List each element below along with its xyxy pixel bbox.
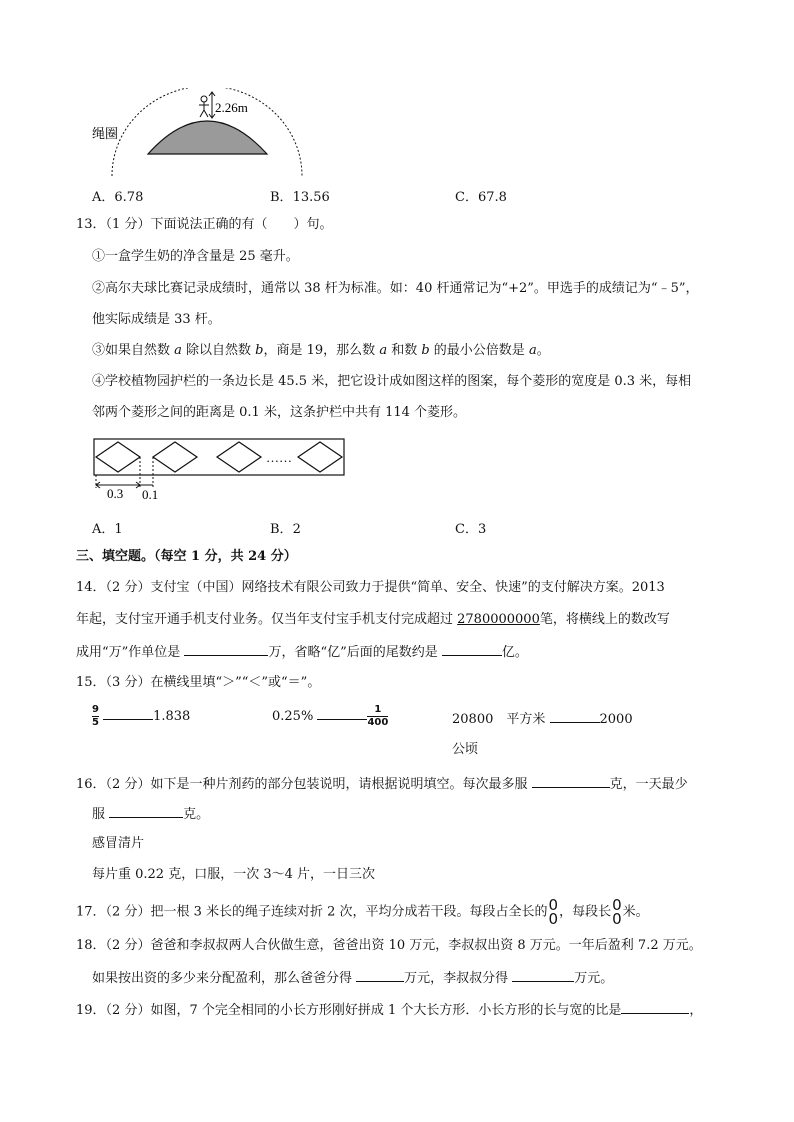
q15-item-a: $\frac{9}{5}$ 1.838 <box>92 704 191 728</box>
q15-fraction-9-5: $\frac{9}{5}$ <box>92 704 99 728</box>
q14-underlined-number: 2780000000 <box>457 612 540 627</box>
q15-item-b: 0.25% $\frac{1}{400}$ <box>272 704 389 728</box>
q16-medicine-info: 每片重 0.22 克，口服，一次 3～4 片，一日三次 <box>92 867 376 882</box>
q17-line: 17．（2 分）把一根 3 米长的绳子连续对折 2 次，平均分成若干段。每段占全长的 0 0 ，每段长 0 0 米。 <box>76 896 649 928</box>
q18-line-2: 如果按出资的多少来分配盈利，那么爸爸分得 万元，李叔叔分得 万元。 <box>92 967 613 989</box>
q17-fraction-blank-1[interactable]: 0 0 <box>548 896 559 928</box>
q13-statement-1: ①一盒学生奶的净含量是 25 毫升。 <box>92 249 299 264</box>
mound-shape <box>148 121 267 154</box>
q15-blank-a[interactable] <box>103 705 153 720</box>
q14-line-2: 年起，支付宝开通手机支付业务。仅当年支付宝手机支付完成超过 2780000000笔，将横线上的数改写 <box>76 612 670 627</box>
q16-medicine-name: 感冒清片 <box>92 836 145 851</box>
q19-blank[interactable] <box>621 999 689 1014</box>
q15-blank-b[interactable] <box>317 705 367 720</box>
q14-blank-1[interactable] <box>184 641 268 656</box>
q15-fraction-1-400: $\frac{1}{400}$ <box>367 704 389 728</box>
q13-statement-3: ③如果自然数 a 除以自然数 b，商是 19，那么数 a 和数 b 的最小公倍数是 a。 <box>92 343 550 358</box>
height-label: 2.26m <box>215 100 248 115</box>
q13-statement-4b: 邻两个菱形之间的距离是 0.1 米，这条护栏中共有 114 个菱形。 <box>92 405 467 420</box>
q16-blank-2[interactable] <box>109 803 183 818</box>
q12-figure <box>82 88 312 178</box>
q13-option-c[interactable]: C．3 <box>455 522 487 537</box>
q15-blank-c[interactable] <box>550 708 600 723</box>
q18-blank-2[interactable] <box>512 967 574 982</box>
rhombus-1 <box>96 442 140 472</box>
rope-label: 绳圈 <box>92 127 119 142</box>
q13-option-b[interactable]: B．2 <box>270 522 301 537</box>
q15-stem: 15．（3 分）在横线里填“＞”“＜”或“＝”。 <box>76 675 321 690</box>
section-3-title: 三、填空题。（每空 1 分，共 24 分） <box>76 549 297 564</box>
q19-line: 19．（2 分）如图，7 个完全相同的小长方形刚好拼成 1 个大长方形．小长方形的长与宽的比是 ， <box>76 999 702 1021</box>
person-icon <box>199 96 209 117</box>
q12-option-a[interactable]: A．6.78 <box>92 190 144 205</box>
fence-border <box>94 439 344 475</box>
q14-line-3: 成用“万”作单位是 万，省略“亿”后面的尾数约是 亿。 <box>76 641 528 663</box>
gap-label: 0.1 <box>142 487 159 502</box>
q15-item-c: 20800 平方米 2000 <box>452 708 633 727</box>
width-label: 0.3 <box>107 486 124 501</box>
q14-line-1: 14．（2 分）支付宝（中国）网络技术有限公司致力于提供“简单、安全、快速”的支付解决方案。2013 <box>76 580 665 595</box>
rhombus-3 <box>217 442 261 472</box>
q13-option-a[interactable]: A．1 <box>92 522 123 537</box>
q16-line-2: 服 克。 <box>92 803 209 825</box>
q18-blank-1[interactable] <box>356 967 404 982</box>
q16-line-1: 16．（2 分）如下是一种片剂药的部分包装说明，请根据说明填空。每次最多服 克，一天最少 <box>76 773 688 795</box>
q12-option-c[interactable]: C．67.8 <box>455 190 507 205</box>
q17-fraction-blank-2[interactable]: 0 0 <box>612 896 622 928</box>
q13-statement-2b: 他实际成绩是 33 杆。 <box>92 312 221 327</box>
q14-blank-2[interactable] <box>442 641 502 656</box>
q13-stem: 13．（1 分）下面说法正确的有（ ）句。 <box>76 217 333 232</box>
rhombus-2 <box>153 442 197 472</box>
q13-statement-4a: ④学校植物园护栏的一条边长是 45.5 米，把它设计成如图这样的图案，每个菱形的宽度是 0.3 米，每相 <box>92 374 692 389</box>
q16-blank-1[interactable] <box>532 773 610 788</box>
q12-option-b[interactable]: B．13.56 <box>270 190 330 205</box>
rhombus-4 <box>298 442 342 472</box>
q15-unit: 公顷 <box>452 742 479 757</box>
q18-line-1: 18．（2 分）爸爸和李叔叔两人合伙做生意，爸爸出资 10 万元，李叔叔出资 8 万元。一年后盈利 7.2 万元。 <box>76 938 702 953</box>
q13-statement-2a: ②高尔夫球比赛记录成绩时，通常以 38 杆为标准。如：40 杆通常记为“+2”。甲选手的成绩记为“﹣5”， <box>92 281 699 296</box>
q13-fence-figure <box>90 436 350 506</box>
fence-dots: …… <box>266 450 292 465</box>
